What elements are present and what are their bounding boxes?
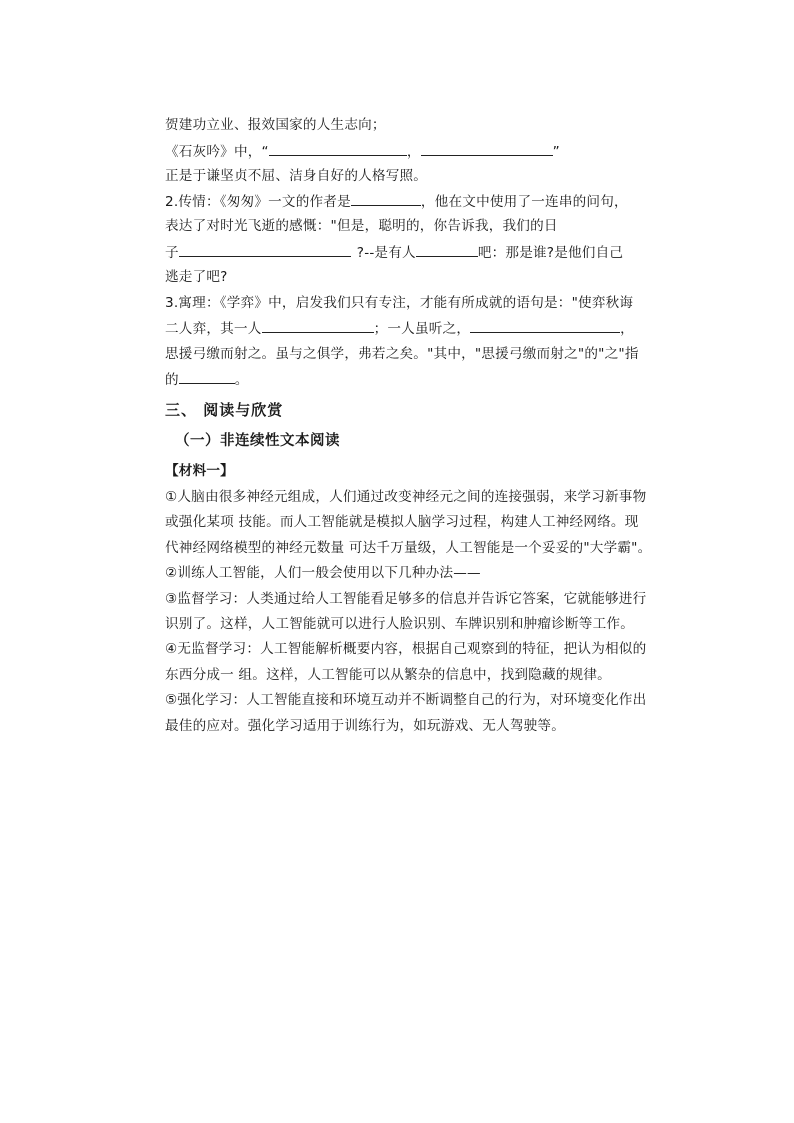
text-line xyxy=(165,167,427,185)
question-2 xyxy=(165,192,628,211)
paragraph-4-line: ④无监督学习：人工智能解析概要内容，根据自己观察到的特征，把认为相似的 xyxy=(165,641,647,657)
section-heading: 三、 阅读与欣赏 xyxy=(165,401,284,419)
paragraph-1-line: 或强化某项 技能。而人工智能就是模拟人脑学习过程，构建人工神经网络。现 xyxy=(165,514,639,530)
line-text: 子 xyxy=(165,245,179,261)
line-text: ” xyxy=(552,144,560,160)
answer-blank[interactable] xyxy=(179,370,235,384)
paragraph-3-line: 识别了。这样，人工智能就可以进行人脸识别、车牌识别和肿瘤诊断等工作。 xyxy=(165,616,634,632)
answer-blank[interactable] xyxy=(179,243,351,257)
line-text: ， xyxy=(620,321,634,337)
line-text: 3.寓理：《学弈》中，启发我们只有专注，才能有所成就的语句是："使弈秋诲 xyxy=(165,295,634,311)
paragraph-5-line: ⑤强化学习：人工智能直接和环境互动并不断调整自己的行为，对环境变化作出 xyxy=(165,692,647,708)
line-text: ；一人虽听之， xyxy=(373,321,471,337)
text-line xyxy=(165,116,386,134)
answer-blank[interactable] xyxy=(262,319,374,333)
subsection-heading: （一）非连续性文本阅读 xyxy=(175,433,340,449)
answer-blank[interactable] xyxy=(351,192,421,206)
line-text: ?--是有人 xyxy=(356,245,416,261)
text-line-shihuiyin xyxy=(165,142,560,161)
paragraph-5-line: 最佳的应对。强化学习适用于训练行为，如玩游戏、无人驾驶等。 xyxy=(165,718,566,734)
line-text: 思援弓缴而射之。虽与之俱学，弗若之矣。"其中，"思援弓缴而射之"的"之"指 xyxy=(165,346,639,362)
question-3 xyxy=(165,294,633,312)
paragraph-1-line: ①人脑由很多神经元组成，人们通过改变神经元之间的连接强弱，来学习新事物 xyxy=(165,489,647,505)
line-text: 《石灰吟》中，“ xyxy=(165,144,269,160)
text-line xyxy=(165,268,228,286)
answer-blank[interactable] xyxy=(421,142,553,156)
line-text: 。 xyxy=(234,372,249,388)
answer-blank[interactable] xyxy=(470,319,620,333)
paragraph-1-line: 代神经网络模型的神经元数量 可达千万量级，人工智能是一个妥妥的"大学霸"。 xyxy=(165,540,652,556)
line-text: ， xyxy=(406,144,421,160)
paragraph-2: ②训练人工智能，人们一般会使用以下几种办法—— xyxy=(165,565,481,581)
line-text: 正是于谦坚贞不屈、洁身自好的人格写照。 xyxy=(165,168,428,184)
line-text: 的 xyxy=(165,372,179,388)
paragraph-4-line: 东西分成一 组。这样，人工智能可以从繁杂的信息中，找到隐藏的规律。 xyxy=(165,667,611,683)
line-text: 吧：那是谁?是他们自己 xyxy=(477,245,624,261)
text-line xyxy=(165,319,634,338)
answer-blank[interactable] xyxy=(416,243,478,257)
text-line xyxy=(165,217,558,235)
line-text: 贺建功立业、报效国家的人生志向； xyxy=(165,117,386,133)
paragraph-3-line: ③监督学习：人类通过给人工智能看足够多的信息并告诉它答案，它就能够进行 xyxy=(165,591,647,607)
line-text: 2.传情：《匆匆》一文的作者是 xyxy=(165,194,351,210)
line-text: 表达了对时光飞逝的感慨："但是，聪明的，你告诉我，我们的日 xyxy=(165,218,558,234)
line-text: ，他在文中使用了一连串的问句， xyxy=(420,194,628,210)
text-line xyxy=(165,370,249,389)
answer-blank[interactable] xyxy=(269,142,407,156)
line-text: 逃走了吧? xyxy=(165,269,228,285)
text-line xyxy=(165,345,639,363)
text-line xyxy=(165,243,623,262)
line-text: 二人弈，其一人 xyxy=(165,321,262,337)
material-label: 【材料一】 xyxy=(165,463,234,479)
